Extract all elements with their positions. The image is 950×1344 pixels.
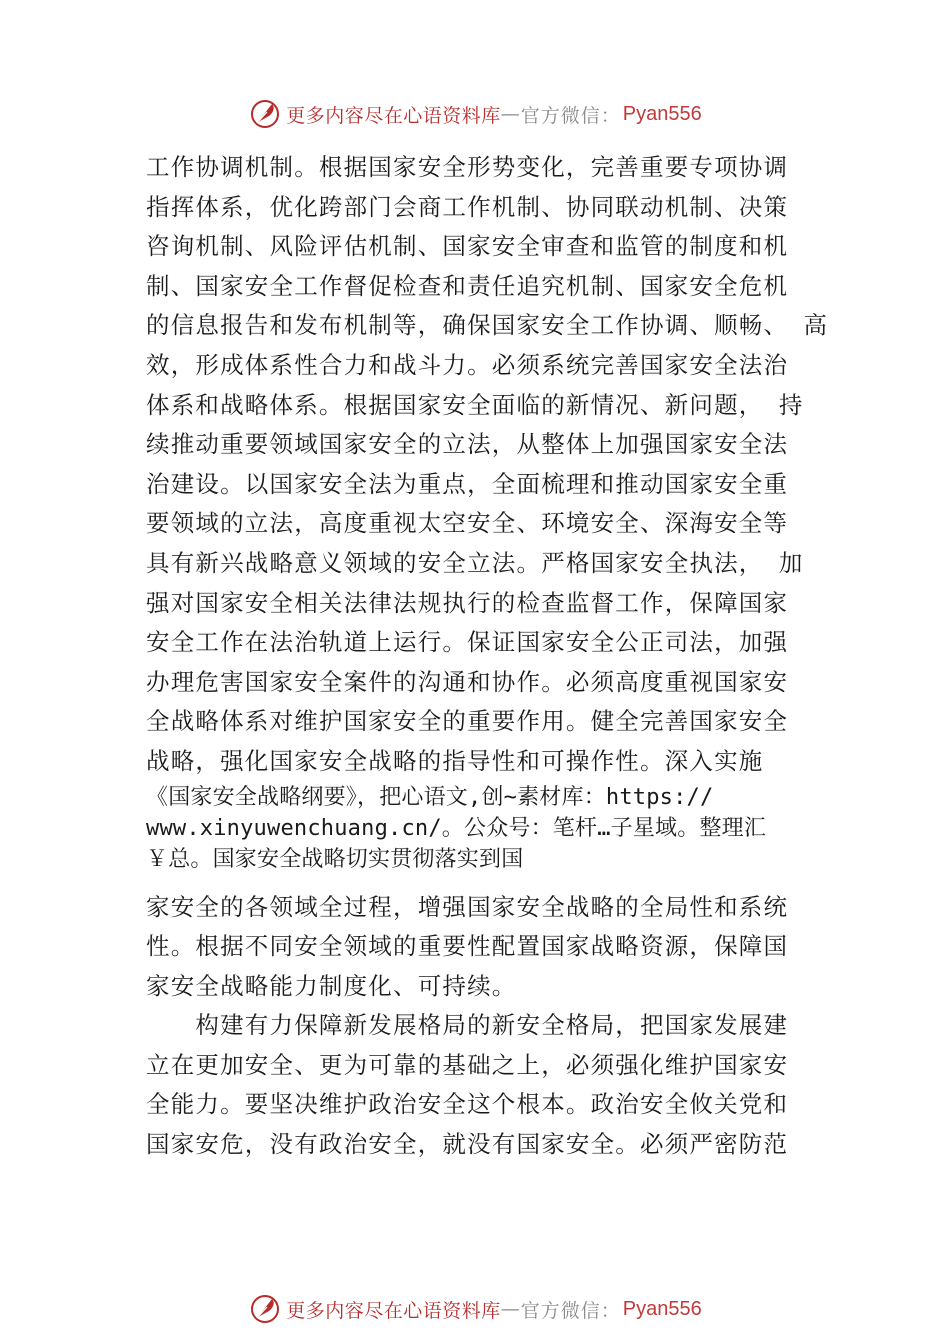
text-line: 咨询机制、风险评估机制、国家安全审查和监管的制度和机 [146,232,789,261]
feather-pen-circle-icon [248,97,282,131]
brand-text: 更多内容尽在心语资料库 [286,1299,501,1322]
wechat-label: 官方微信： [520,104,621,127]
text-line: 体系和战略体系。根据国家安全面临的新情况、新问题， 持 [146,390,804,419]
text-line: 要领域的立法，高度重视太空安全、环境安全、深海安全等 [146,509,789,538]
inserted-ad-line: 《国家安全战略纲要》，把心语文,创~素材库：https:// [146,784,714,810]
text-line: 家安全战略能力制度化、可持续。 [146,971,517,1000]
wechat-label: 官方微信： [520,1299,621,1322]
text-line: 性。根据不同安全领域的重要性配置国家战略资源，保障国 [146,932,789,961]
dash-separator: — [500,1298,521,1320]
text-line: 的信息报告和发布机制等，确保国家安全工作协调、顺畅、 高 [146,311,829,340]
text-line: 战略，强化国家安全战略的指导性和可操作性。深入实施 [146,746,764,775]
paragraph-start-line: 构建有力保障新发展格局的新安全格局，把国家发展建 [146,1011,789,1040]
text-line: 效，形成体系性合力和战斗力。必须系统完善国家安全法治 [146,350,789,379]
header-watermark [0,92,950,136]
text-line: 具有新兴战略意义领域的安全立法。严格国家安全执法， 加 [146,548,804,577]
document-body [146,148,829,1165]
text-line: 续推动重要领域国家安全的立法，从整体上加强国家安全法 [146,430,789,459]
spacer [146,875,810,888]
text-line: 强对国家安全相关法律法规执行的检查监督工作，保障国家 [146,588,789,617]
text-line: 指挥体系，优化跨部门会商工作机制、协同联动机制、决策 [146,192,789,221]
footer-watermark [0,1287,950,1331]
text-line: 国家安危，没有政治安全，就没有国家安全。必须严密防范 [146,1130,789,1159]
brand-text: 更多内容尽在心语资料库 [286,104,501,127]
inserted-ad-line: ￥总。国家安全战略切实贯彻落实到国 [146,846,524,872]
text-line: 制、国家安全工作督促检查和责任追究机制、国家安全危机 [146,271,789,300]
inserted-ad-line: www.xinyuwenchuang.cn/。公众号：笔杆…子星域。整理汇 [146,815,767,841]
text-line: 家安全的各领域全过程，增强国家安全战略的全局性和系统 [146,892,789,921]
text-line: 办理危害国家安全案件的沟通和协作。必须高度重视国家安 [146,667,789,696]
text-line: 立在更加安全、更为可靠的基础之上，必须强化维护国家安 [146,1050,789,1079]
text-line: 治建设。以国家安全法为重点，全面梳理和推动国家安全重 [146,469,789,498]
text-line: 全战略体系对维护国家安全的重要作用。健全完善国家安全 [146,707,789,736]
text-line: 全能力。要坚决维护政治安全这个根本。政治安全攸关党和 [146,1090,789,1119]
feather-pen-circle-icon [248,1292,282,1326]
wechat-id: Pyan556 [622,102,702,125]
dash-separator: — [500,103,521,125]
text-line: 工作协调机制。根据国家安全形势变化，完善重要专项协调 [146,153,789,181]
wechat-id: Pyan556 [622,1297,702,1320]
text-line: 安全工作在法治轨道上运行。保证国家安全公正司法，加强 [146,628,789,657]
